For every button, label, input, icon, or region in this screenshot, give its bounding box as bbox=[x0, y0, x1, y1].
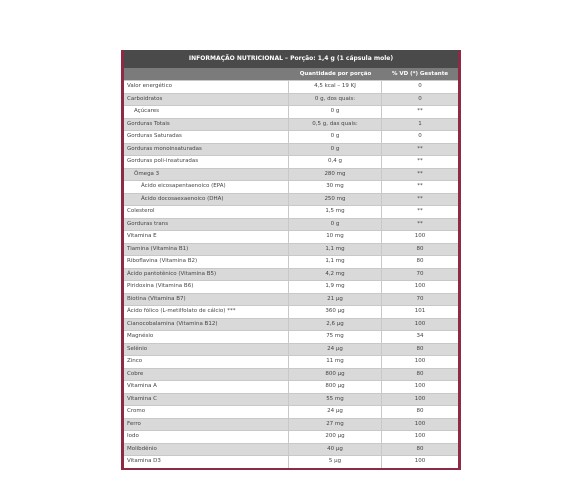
vd-cell: 100 bbox=[414, 283, 426, 289]
quantity-cell: 800 µg bbox=[289, 369, 382, 381]
quantity-cell: 0,4 g bbox=[289, 156, 382, 168]
nutrient-name: Biotina (Vitamina B7) bbox=[124, 294, 289, 306]
quantity-cell: 250 mg bbox=[289, 194, 382, 206]
vd-cell: ** bbox=[417, 220, 423, 227]
quantity-cell: 5 µg bbox=[289, 456, 382, 468]
quantity-cell: 55 mg bbox=[289, 394, 382, 406]
table-row bbox=[124, 218, 458, 231]
table-row bbox=[124, 443, 458, 456]
vd-cell: ** bbox=[417, 183, 423, 189]
nutrient-name: Gorduras trans bbox=[124, 219, 289, 231]
nutrient-name: Vitamina D3 bbox=[124, 456, 289, 468]
table-row bbox=[124, 293, 458, 306]
vd-cell: ** bbox=[417, 158, 423, 164]
header-vd: % VD (*) Gestante bbox=[391, 71, 449, 77]
table-row bbox=[124, 368, 458, 381]
nutrient-name: Gorduras monoinsaturadas bbox=[124, 144, 289, 156]
vd-cell: 100 bbox=[414, 233, 426, 239]
quantity-cell: 24 µg bbox=[289, 344, 382, 356]
nutrient-name: Ácido fólico (L-metilfolato de cálcio) *** bbox=[124, 306, 289, 318]
vd-cell: ** bbox=[417, 145, 423, 152]
quantity-cell: 1,1 mg bbox=[289, 256, 382, 268]
quantity-cell: 10 mg bbox=[289, 231, 382, 243]
quantity-cell: 0 g bbox=[289, 106, 382, 118]
quantity-cell: 27 mg bbox=[289, 419, 382, 431]
quantity-cell: 4,2 mg bbox=[289, 269, 382, 281]
quantity-cell: 0,5 g, das quais: bbox=[289, 119, 382, 131]
vd-cell: 80 bbox=[416, 445, 424, 452]
vd-cell: 0 bbox=[418, 83, 422, 89]
table-row bbox=[124, 193, 458, 206]
table-row bbox=[124, 268, 458, 281]
table-row bbox=[124, 143, 458, 156]
table-row bbox=[124, 230, 458, 243]
quantity-cell: 1,1 mg bbox=[289, 244, 382, 256]
table-row bbox=[124, 418, 458, 431]
quantity-cell: 4,5 kcal – 19 KJ bbox=[289, 81, 382, 93]
table-row bbox=[124, 455, 458, 468]
table-row bbox=[124, 318, 458, 331]
quantity-cell: 0 g, dos quais: bbox=[289, 94, 382, 106]
vd-cell: ** bbox=[417, 108, 423, 114]
quantity-cell: 2,6 µg bbox=[289, 319, 382, 331]
vd-cell: 100 bbox=[414, 433, 426, 439]
table-row bbox=[124, 405, 458, 418]
vd-cell: 80 bbox=[416, 258, 424, 264]
header-quantity: Quantidade por porção bbox=[299, 71, 372, 77]
vd-cell: 80 bbox=[416, 370, 424, 377]
nutrient-name: Ácido docosaexaenoico (DHA) bbox=[124, 194, 289, 206]
vd-cell: 100 bbox=[414, 458, 426, 464]
nutrient-name: Magnésio bbox=[124, 331, 289, 343]
nutrient-name: Piridoxina (Vitamina B6) bbox=[124, 281, 289, 293]
nutrient-name: Ácido pantotênico (Vitamina B5) bbox=[124, 269, 289, 281]
vd-cell: 0 bbox=[418, 133, 422, 139]
table-row bbox=[124, 280, 458, 293]
table-row bbox=[124, 330, 458, 343]
table-row bbox=[124, 180, 458, 193]
nutrient-name: Vitamina E bbox=[124, 231, 289, 243]
quantity-cell: 21 µg bbox=[289, 294, 382, 306]
vd-cell: 70 bbox=[416, 295, 424, 302]
table-row bbox=[124, 130, 458, 143]
quantity-cell: 11 mg bbox=[289, 356, 382, 368]
nutrient-name: Gorduras Totais bbox=[124, 119, 289, 131]
vd-cell: ** bbox=[417, 170, 423, 177]
nutrient-name: Molibdênio bbox=[124, 444, 289, 456]
vd-cell: 34 bbox=[416, 333, 424, 339]
quantity-cell: 280 mg bbox=[289, 169, 382, 181]
nutrient-name: Vitamina C bbox=[124, 394, 289, 406]
nutrient-name: Selênio bbox=[124, 344, 289, 356]
table-row bbox=[124, 255, 458, 268]
vd-cell: ** bbox=[417, 208, 423, 214]
quantity-cell: 1,9 mg bbox=[289, 281, 382, 293]
table-row bbox=[124, 80, 458, 93]
quantity-cell: 24 µg bbox=[289, 406, 382, 418]
quantity-cell: 40 µg bbox=[289, 444, 382, 456]
table-row bbox=[124, 355, 458, 368]
quantity-cell: 360 µg bbox=[289, 306, 382, 318]
quantity-cell: 0 g bbox=[289, 144, 382, 156]
vd-cell: 80 bbox=[416, 408, 424, 414]
quantity-cell: 0 g bbox=[289, 219, 382, 231]
vd-cell: 0 bbox=[418, 95, 422, 102]
vd-cell: 101 bbox=[414, 308, 426, 314]
vd-cell: 100 bbox=[414, 420, 426, 427]
nutrient-name: Valor energético bbox=[124, 81, 289, 93]
quantity-cell: 1,5 mg bbox=[289, 206, 382, 218]
vd-cell: 100 bbox=[414, 358, 426, 364]
vd-cell: 100 bbox=[414, 395, 426, 402]
quantity-cell: 0 g bbox=[289, 131, 382, 143]
nutrition-table bbox=[121, 50, 461, 470]
table-body bbox=[124, 80, 458, 468]
table-row bbox=[124, 205, 458, 218]
vd-cell: 70 bbox=[416, 270, 424, 277]
quantity-cell: 30 mg bbox=[289, 181, 382, 193]
nutrient-name: Vitamina A bbox=[124, 381, 289, 393]
nutrient-name: Colesterol bbox=[124, 206, 289, 218]
nutrient-name: Ácido eicosapentaenoico (EPA) bbox=[124, 181, 289, 193]
nutrient-name: Zinco bbox=[124, 356, 289, 368]
nutrient-name: Cobre bbox=[124, 369, 289, 381]
nutrient-name: Iodo bbox=[124, 431, 289, 443]
vd-cell: 80 bbox=[416, 345, 424, 352]
table-row bbox=[124, 118, 458, 131]
table-row bbox=[124, 393, 458, 406]
table-row bbox=[124, 168, 458, 181]
table-header bbox=[124, 68, 458, 80]
nutrient-name: Cianocobalamina (Vitamina B12) bbox=[124, 319, 289, 331]
vd-cell: 1 bbox=[418, 120, 422, 127]
nutrient-name: Tiamina (Vitamina B1) bbox=[124, 244, 289, 256]
quantity-cell: 800 µg bbox=[289, 381, 382, 393]
nutrient-name: Ômega 3 bbox=[124, 169, 289, 181]
nutrient-name: Açúcares bbox=[124, 106, 289, 118]
table-row bbox=[124, 305, 458, 318]
table-row bbox=[124, 243, 458, 256]
nutrient-name: Gorduras poli-insaturadas bbox=[124, 156, 289, 168]
vd-cell: 80 bbox=[416, 245, 424, 252]
table-row bbox=[124, 380, 458, 393]
quantity-cell: 200 µg bbox=[289, 431, 382, 443]
table-title: INFORMAÇÃO NUTRICIONAL – Porção: 1,4 g (1 cápsula mole) bbox=[124, 50, 458, 68]
vd-cell: 100 bbox=[414, 383, 426, 389]
nutrient-name: Gorduras Saturadas bbox=[124, 131, 289, 143]
table-row bbox=[124, 93, 458, 106]
vd-cell: ** bbox=[417, 195, 423, 202]
table-row bbox=[124, 105, 458, 118]
nutrient-name: Carboidratos bbox=[124, 94, 289, 106]
nutrient-name: Riboflavina (Vitamina B2) bbox=[124, 256, 289, 268]
table-row bbox=[124, 430, 458, 443]
nutrient-name: Cromo bbox=[124, 406, 289, 418]
table-row bbox=[124, 343, 458, 356]
vd-cell: 100 bbox=[414, 320, 426, 327]
header-nutrient bbox=[124, 68, 289, 80]
nutrient-name: Ferro bbox=[124, 419, 289, 431]
table-row bbox=[124, 155, 458, 168]
quantity-cell: 75 mg bbox=[289, 331, 382, 343]
